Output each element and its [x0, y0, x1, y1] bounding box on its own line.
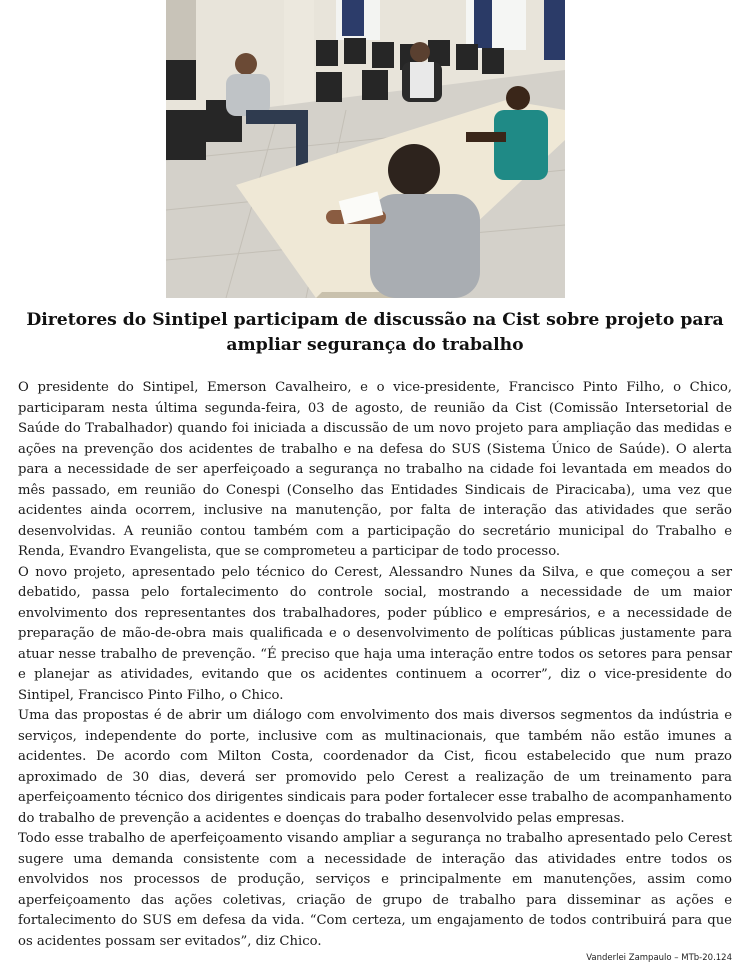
meeting-photo — [166, 0, 565, 298]
article-headline: Diretores do Sintipel participam de discussão na Cist sobre projeto para ampliar segurança do trabalho — [26, 310, 724, 355]
byline: Vanderlei Zampaulo – MTb-20.124 — [586, 953, 732, 963]
paragraph: O novo projeto, apresentado pelo técnico do Cerest, Alessandro Nunes da Silva, e que começou a ser debatido, passa pelo fortalecimento do controle social, mostrando a necessidade de um maior envolvimento dos representantes dos trabalhadores, poder público e empresários, e a necessidade de preparação de mão-de-obra mais qualificada e o desenvolvimento de políticas públicas justamente para atuar nesse trabalho de prevenção. “É preciso que haja uma interação entre todos os setores para pensar e planejar as atividades, evitando que os acidentes continuem a ocorrer”, diz o vice-presidente do Sintipel, Francisco Pinto Filho, o Chico. — [18, 564, 732, 703]
article-body — [18, 378, 732, 952]
paragraph: Todo esse trabalho de aperfeiçoamento visando ampliar a segurança no trabalho apresentado pelo Cerest sugere uma demanda consistente com a necessidade de interação das atividades entre todos os envolvidos nos processos de produção, serviços e principalmente em manutenções, assim como aperfeiçoamento das ações coletivas, criação de grupo de trabalho para disseminar as ações e fortalecimento do SUS em defesa da vida. “Com certeza, um engajamento de todos contribuirá para que os acidentes possam ser evitados”, diz Chico. — [18, 831, 732, 949]
paragraph: O presidente do Sintipel, Emerson Cavalheiro, e o vice-presidente, Francisco Pinto Filho, o Chico, participaram nesta última segunda-feira, 03 de agosto, de reunião da Cist (Comissão Intersetorial de Saúde do Trabalhador) quando foi iniciada a discussão de um novo projeto para ampliação das medidas e ações na prevenção dos acidentes de trabalho e na defesa do SUS (Sistema Único de Saúde). O alerta para a necessidade de ser aperfeiçoado a segurança no trabalho na cidade foi levantada em meados do mês passado, em reunião do Conespi (Conselho das Entidades Sindicais de Piracicaba), uma vez que acidentes ainda ocorrem, inclusive na manutenção, por falta de interação das atividades que serão desenvolvidas. A reunião contou também com a participação do secretário municipal do Trabalho e Renda, Evandro Evangelista, que se comprometeu a participar de todo processo. — [18, 380, 732, 559]
paragraph: Uma das propostas é de abrir um diálogo com envolvimento dos mais diversos segmentos da indústria e serviços, independente do porte, inclusive com as multinacionais, que também não estão imunes a acidentes. De acordo com Milton Costa, coordenador da Cist, ficou estabelecido que num prazo aproximado de 30 dias, deverá ser promovido pelo Cerest a realização de um treinamento para aperfeiçoamento técnico dos dirigentes sindicais para poder fortalecer esse trabalho de acompanhamento do trabalho de prevenção a acidentes e doenças do trabalho desenvolvido pelas empresas. — [18, 708, 732, 826]
